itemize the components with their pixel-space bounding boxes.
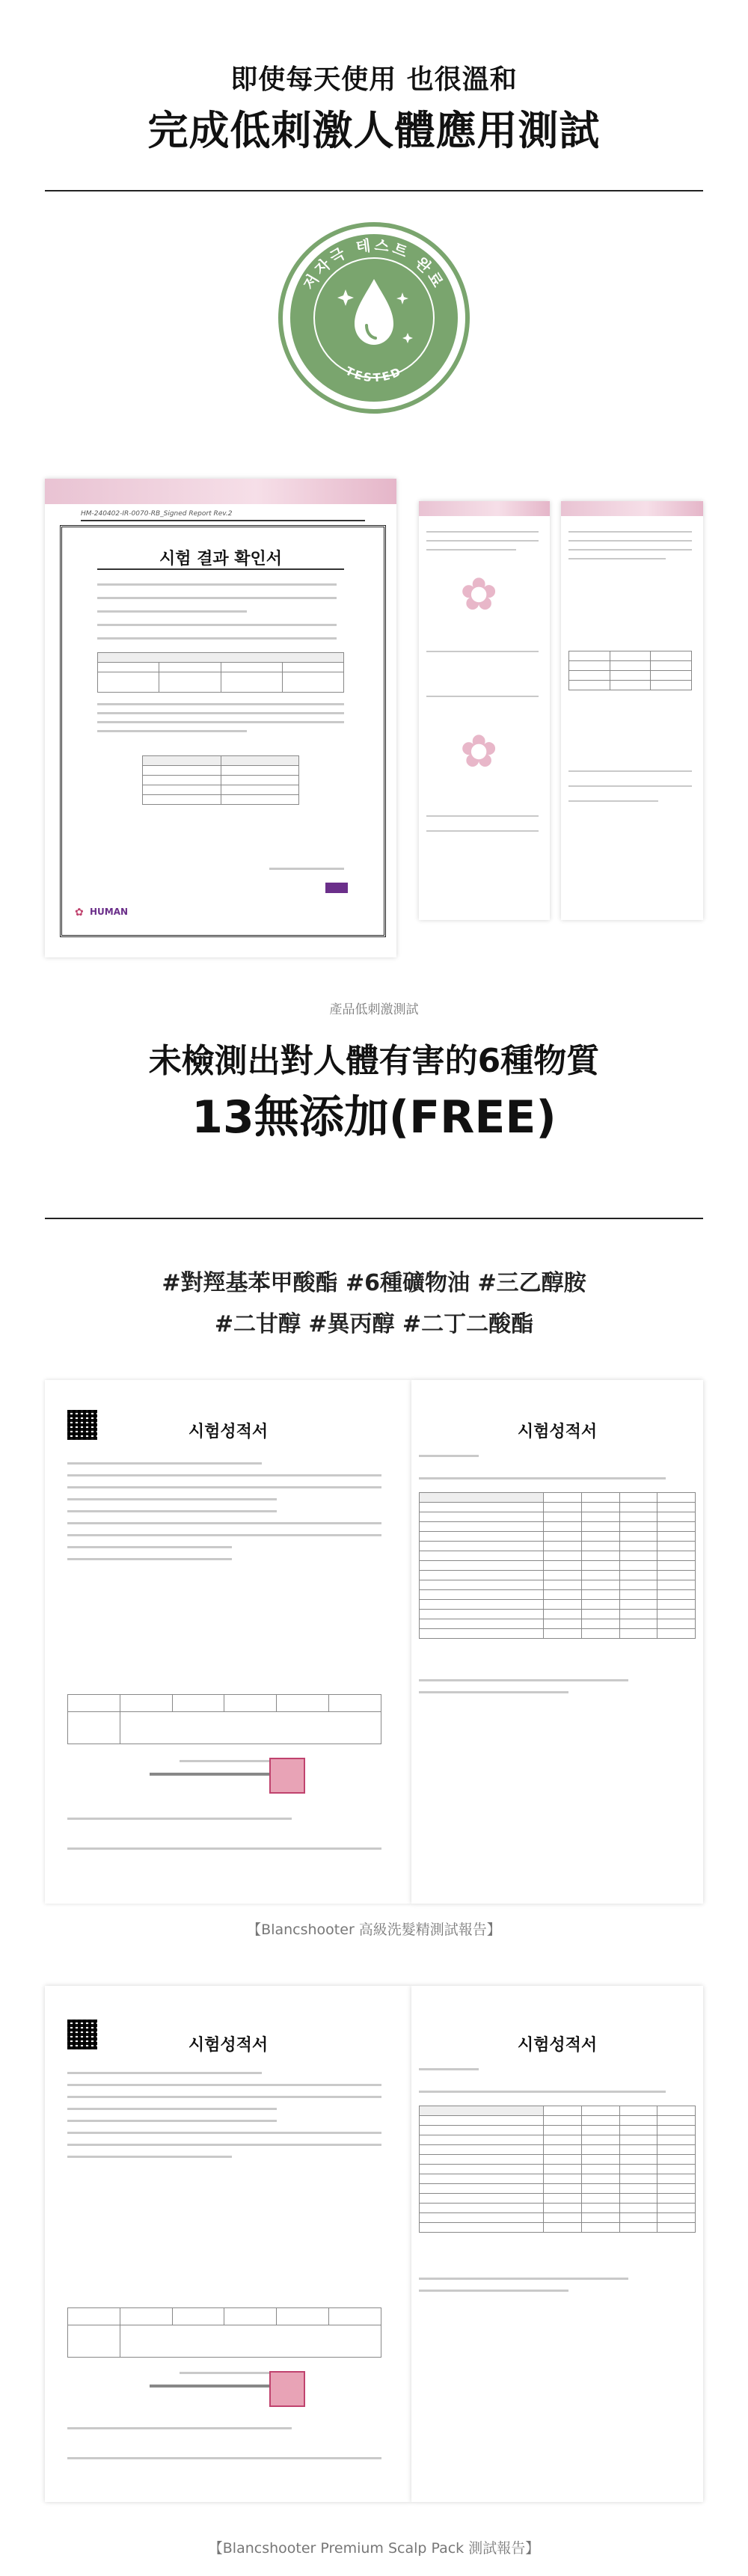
official-seal-stamp (269, 1758, 305, 1794)
report3-title-left: 시험성적서 (188, 2036, 269, 2055)
badge-bottom-text: TESTED (343, 364, 405, 385)
tags-line-2: #二甘醇 #異丙醇 #二丁二酸酯 (214, 1311, 534, 1337)
tags-line-1: #對羥基苯甲酸酯 #6種礦物油 #三乙醇胺 (162, 1270, 586, 1296)
flower-logo-icon: ✿ (75, 907, 84, 919)
badge-ring-text: 저자극 테스트 완료 (299, 236, 449, 293)
scalp-report-page-left (45, 1986, 411, 2502)
approval-table-2 (67, 2307, 381, 2358)
test-items-table (419, 1492, 696, 1639)
caption-scalp-pack-report: 【Blancshooter Premium Scalp Pack 測試報告】 (208, 2540, 540, 2557)
tested-badge (277, 221, 471, 415)
flower-watermark-icon: ✿ (460, 568, 498, 621)
headline-line-1: 即使每天使用 也很溫和 (230, 64, 518, 95)
test-report-page-left (45, 1380, 411, 1904)
signature-stamp (325, 883, 348, 893)
report-image-1 (45, 479, 703, 957)
result-table (97, 652, 344, 693)
scalp-test-items-table (419, 2106, 696, 2233)
caption-low-irritation: 產品低刺激測試 (329, 1002, 419, 1017)
test-report-page-right (411, 1380, 703, 1904)
scalp-report-page-right (411, 1986, 703, 2502)
headline-line-2: 完成低刺激人體應用測試 (147, 107, 601, 154)
caption-shampoo-report: 【Blancshooter 高級洗髮精測試報告】 (247, 1922, 501, 1938)
divider-top (45, 190, 703, 191)
report-image-3 (45, 1986, 703, 2502)
report-code: HM-240402-IR-0070-RB_Signed Report Rev.2 (81, 510, 233, 518)
official-seal-stamp-2 (269, 2371, 305, 2407)
grade-table (142, 755, 299, 805)
report-image-2 (45, 1380, 703, 1904)
human-logo: HUMAN (90, 907, 129, 917)
section2-headline-2: 13無添加(FREE) (191, 1091, 557, 1144)
report2-title-right: 시험성적서 (517, 1423, 598, 1441)
approval-table (67, 1694, 381, 1744)
report2-title-left: 시험성적서 (188, 1423, 269, 1441)
certificate-title: 시험 결과 확인서 (159, 550, 283, 568)
report3-title-right: 시험성적서 (517, 2036, 598, 2055)
certificate-page-3 (561, 501, 703, 920)
section2-headline-1: 未檢測出對人體有害的6種物質 (148, 1042, 600, 1080)
certificate-main-page (45, 479, 396, 957)
divider-section2 (45, 1218, 703, 1219)
flower-watermark-icon-2: ✿ (460, 726, 498, 778)
certificate-page-2 (419, 501, 550, 920)
